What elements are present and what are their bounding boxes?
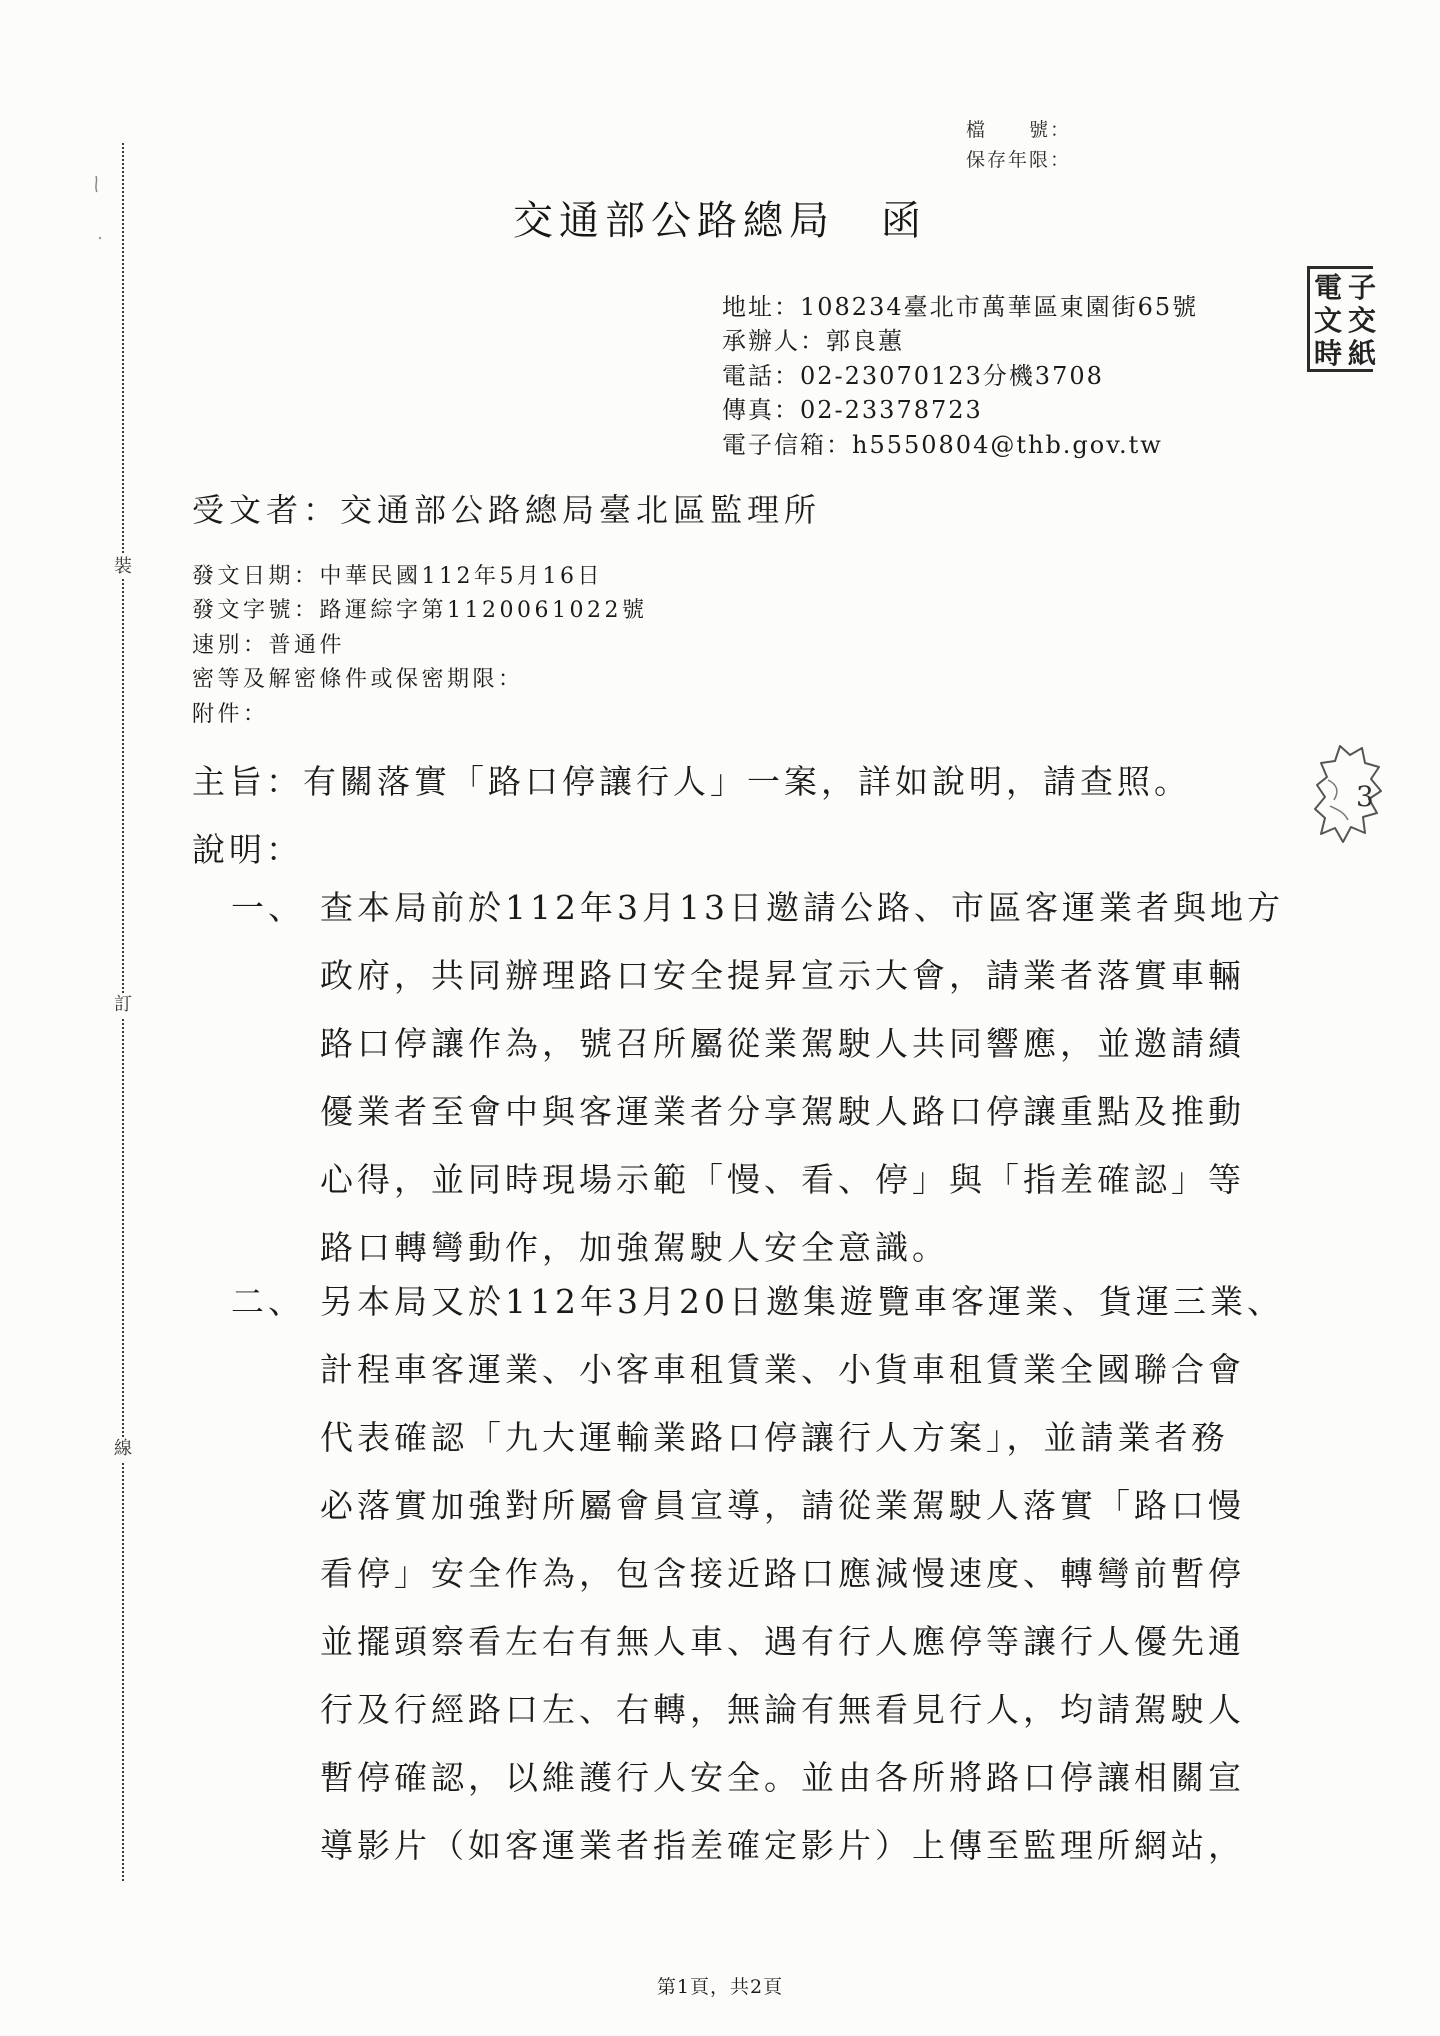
- stamp-char: 電: [1313, 271, 1342, 304]
- dispatch-meta: [192, 560, 647, 732]
- subject: 主旨：有關落實「路口停讓行人」一案，詳如說明，請查照。: [192, 762, 1191, 801]
- secrecy-level: 密等及解密條件或保密期限：: [192, 667, 524, 693]
- item-line: 另本局又於112年3月20日邀集遊覽車客運業、貨運三業、: [320, 1282, 1284, 1321]
- explanation-label: 說明：: [192, 830, 303, 869]
- page-footer: 第1頁，共2頁: [656, 1976, 784, 1998]
- binding-label-xian: 線: [110, 1437, 136, 1461]
- item-line: 暫停確認，以維護行人安全。並由各所將路口停讓相關宣: [320, 1758, 1245, 1797]
- dispatch-number: 發文字號：路運綜字第1120061022號: [192, 598, 648, 624]
- item-line: 行及行經路口左、右轉，無論有無看見行人，均請駕駛人: [320, 1690, 1245, 1729]
- item-line: 路口停讓作為，號召所屬從業駕駛人共同響應，並邀請績: [320, 1024, 1245, 1063]
- attachment: 附件：: [192, 701, 269, 727]
- item-line: 導影片（如客運業者指差確定影片）上傳至監理所網站，: [320, 1826, 1245, 1865]
- receipt-stamp: [1307, 266, 1376, 372]
- item-line: 必落實加強對所屬會員宣導，請從業駕駛人落實「路口慢: [320, 1486, 1245, 1525]
- item-line: 並擺頭察看左右有無人車、遇有行人應停等讓行人優先通: [320, 1622, 1245, 1661]
- item-line: 心得，並同時現場示範「慢、看、停」與「指差確認」等: [320, 1160, 1245, 1199]
- contact-email: 電子信箱：h5550804@thb.gov.tw: [722, 430, 1163, 459]
- item-line: 政府，共同辦理路口安全提昇宣示大會，請業者落實車輛: [320, 956, 1245, 995]
- stamp-char: 文: [1313, 304, 1342, 337]
- stamp-char: 交: [1347, 304, 1376, 337]
- item-marker: 一、: [231, 888, 305, 927]
- contact-block: [722, 290, 1198, 462]
- item-line: 代表確認「九大運輸業路口停讓行人方案」，並請業者務: [320, 1418, 1229, 1457]
- item-marker: 二、: [231, 1282, 305, 1321]
- stamp-char: 紙: [1347, 337, 1376, 370]
- document-title: 交通部公路總局 函: [513, 198, 927, 244]
- contact-fax: 傳真：02-23378723: [722, 396, 983, 425]
- binding-label-ding: 訂: [110, 993, 136, 1017]
- item-line: 看停」安全作為，包含接近路口應減慢速度、轉彎前暫停: [320, 1554, 1245, 1593]
- stamp-char: 子: [1347, 271, 1376, 304]
- contact-address: 地址：108234臺北市萬華區東園街65號: [722, 293, 1199, 321]
- page-stamp-number: 3: [1356, 780, 1374, 813]
- item-line: 計程車客運業、小客車租賃業、小貨車租賃業全國聯合會: [320, 1350, 1245, 1389]
- item-line: 查本局前於112年3月13日邀請公路、市區客運業者與地方: [320, 888, 1284, 927]
- item-line: 優業者至會中與客運業者分享駕駛人路口停讓重點及推動: [320, 1092, 1245, 1131]
- item-body: [320, 874, 1284, 1282]
- page-number-stamp: [1310, 740, 1386, 852]
- file-number-label: 檔 號：: [966, 119, 1072, 141]
- item-line: 路口轉彎動作，加強駕駛人安全意識。: [320, 1228, 949, 1267]
- binding-label-zhuang: 裝: [110, 555, 136, 579]
- contact-phone: 電話：02-23070123分機3708: [722, 361, 1104, 390]
- retention-period-label: 保存年限：: [966, 149, 1072, 171]
- stamp-char: 時: [1313, 337, 1342, 370]
- delivery-speed: 速別：普通件: [192, 632, 346, 658]
- recipient: 受文者：交通部公路總局臺北區監理所: [192, 491, 822, 529]
- item-body: [320, 1268, 1284, 1880]
- dispatch-date: 發文日期：中華民國112年5月16日: [192, 564, 603, 589]
- contact-handler: 承辦人：郭良蕙: [722, 327, 904, 356]
